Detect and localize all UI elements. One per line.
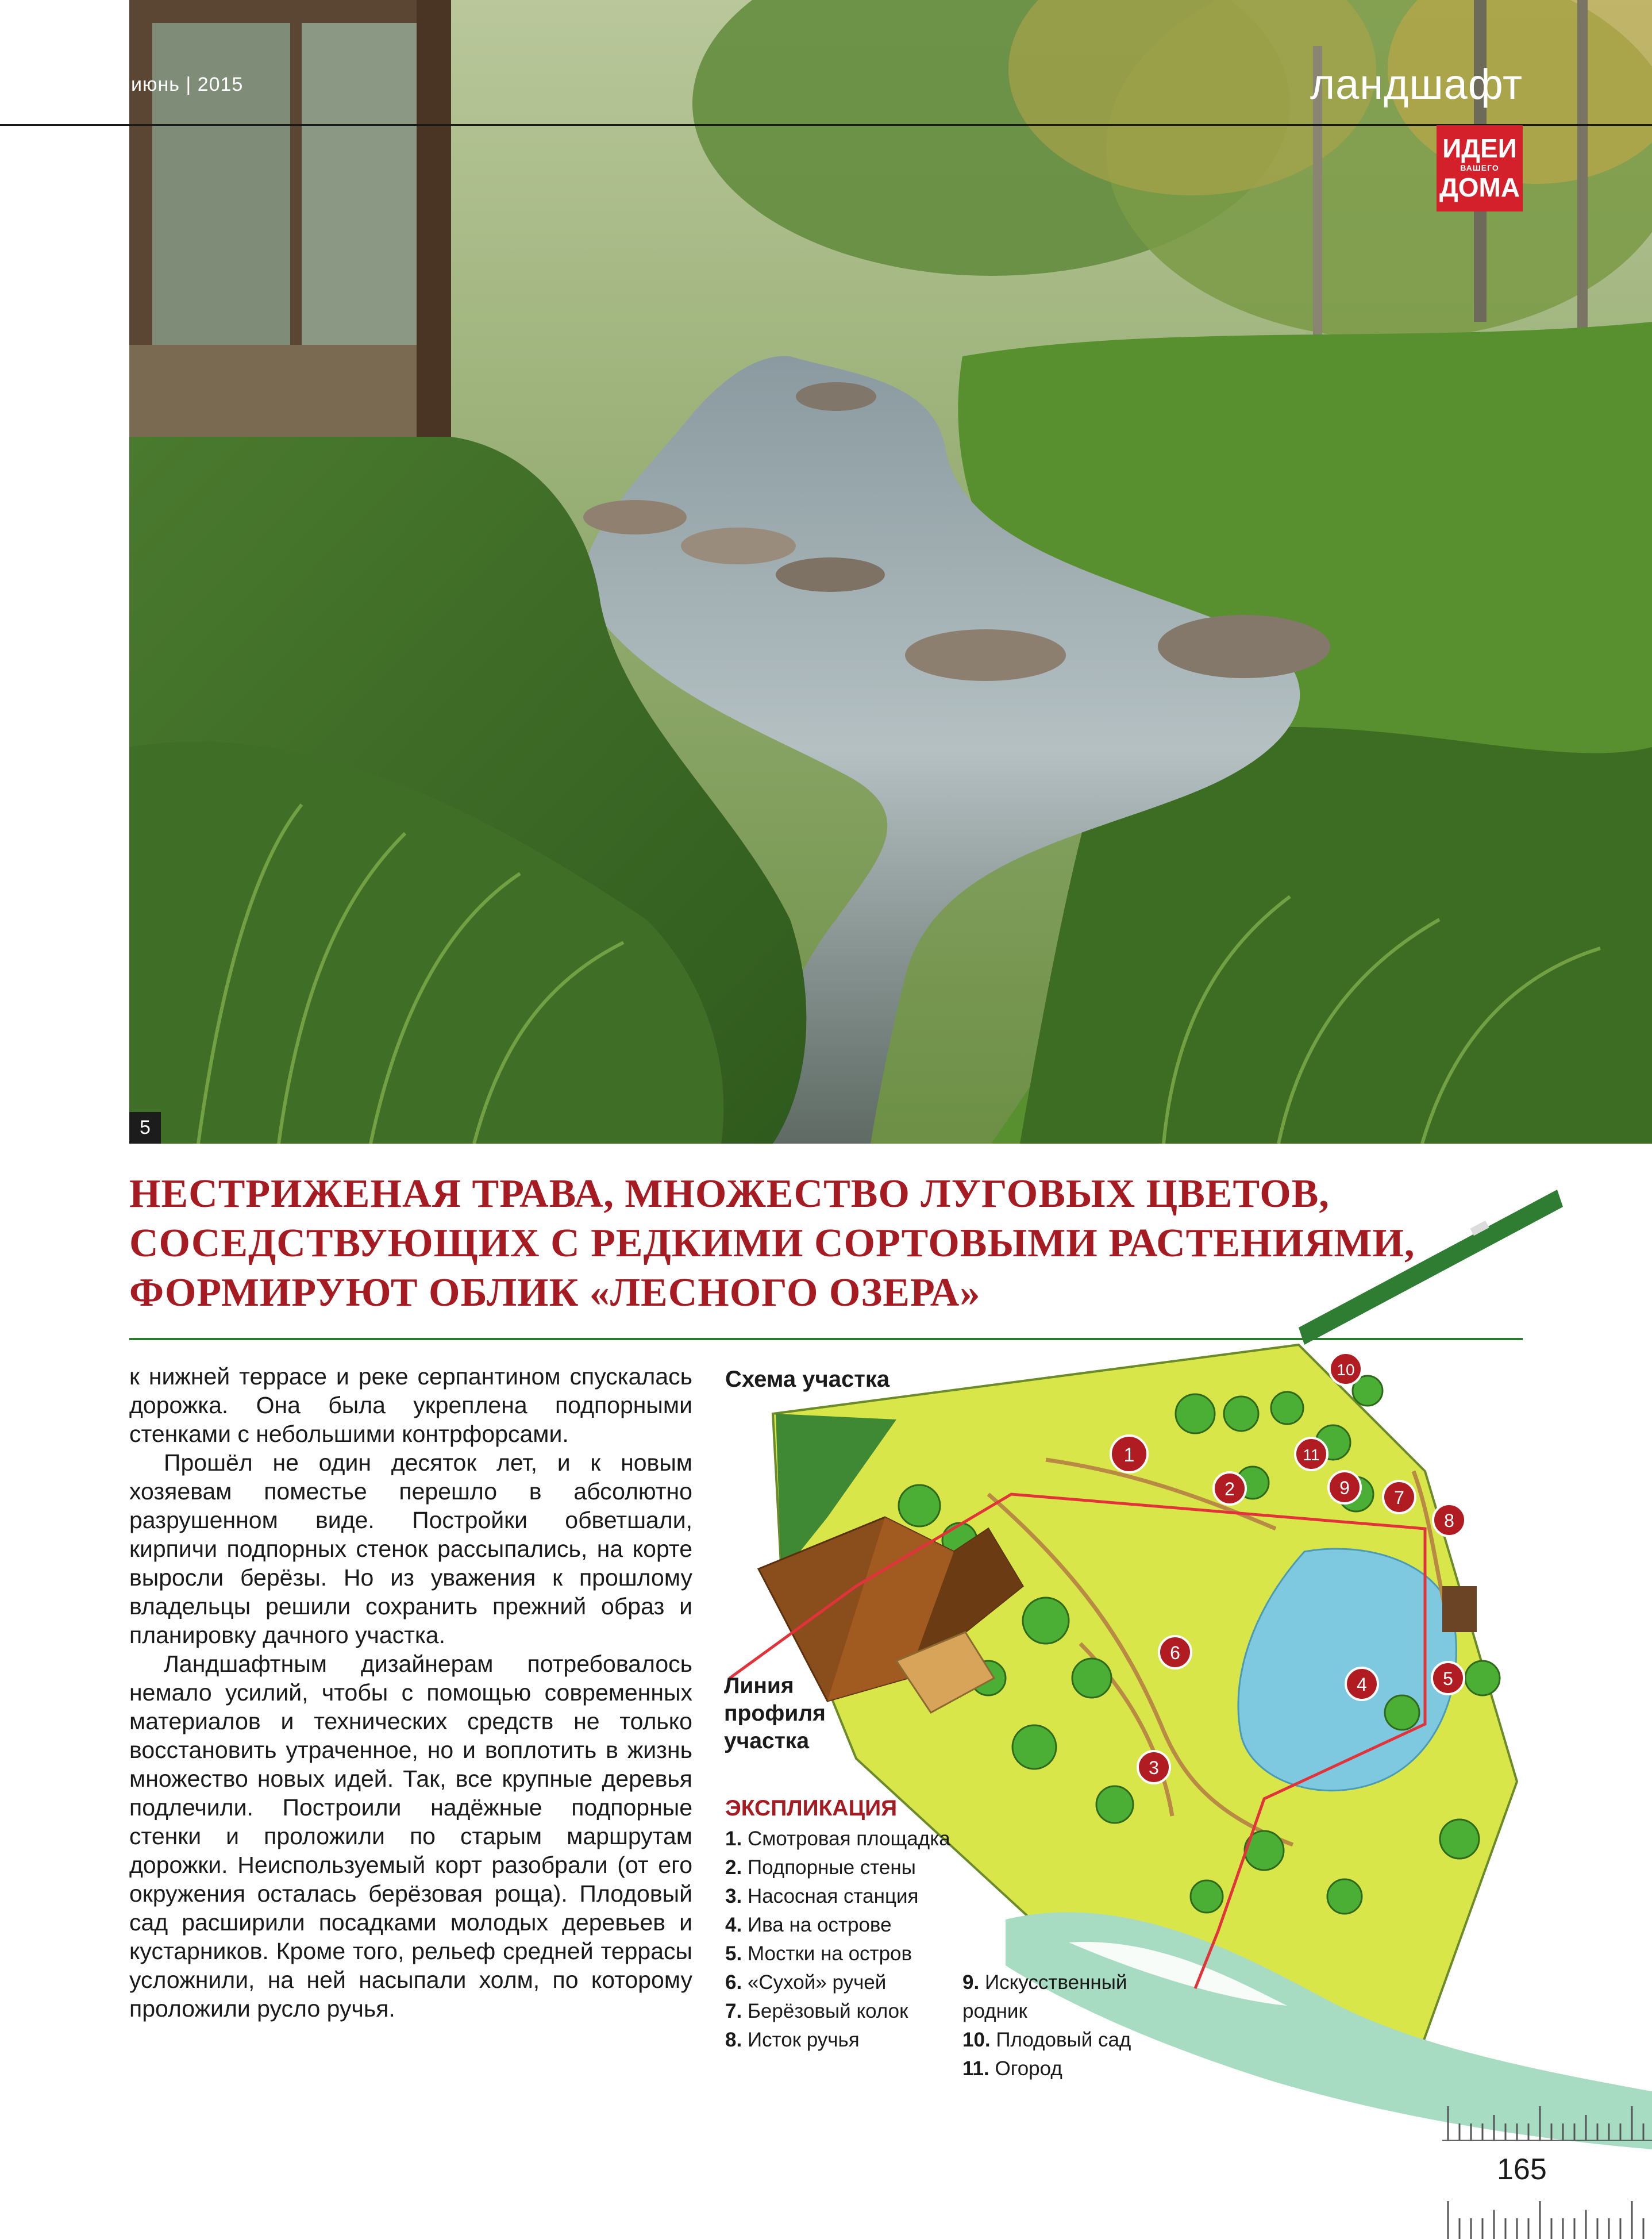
hero-photo [129,0,1652,1144]
legend-item: 3. Насосная станция [725,1885,919,1907]
legend-item: 10. Плодовый сад [962,2029,1131,2051]
legend-item: 9. Искусственный родник [962,1971,1127,2022]
svg-text:1: 1 [1123,1444,1135,1466]
marker-3 [1138,1751,1170,1783]
section-title: ландшафт [1310,60,1523,108]
legend-item: 8. Исток ручья [725,2029,860,2051]
legend-item: 11. Огород [962,2057,1062,2080]
explication-title: ЭКСПЛИКАЦИЯ [725,1796,898,1821]
svg-text:7: 7 [1394,1487,1404,1508]
magazine-logo [1437,125,1523,211]
page-ruler-bottom [1442,2195,1652,2239]
marker-11 [1295,1438,1327,1470]
marker-6 [1159,1636,1191,1668]
svg-text:5: 5 [1443,1668,1453,1689]
svg-text:4: 4 [1357,1674,1367,1695]
legend-item: 7. Берёзовый колок [725,2000,908,2022]
legend-item: 2. Подпорные стены [725,1856,916,1879]
gazebo [1442,1586,1477,1632]
logo-line-1: ИДЕИ [1442,133,1517,163]
marker-9 [1328,1471,1361,1503]
svg-text:8: 8 [1444,1510,1454,1531]
legend-item: 5. Мостки на остров [725,1942,912,1965]
profile-label-line: профиля [724,1701,826,1726]
explication-list [725,1825,955,2055]
article-body [129,1362,692,2023]
svg-text:11: 11 [1303,1446,1320,1464]
legend-item: 1. Смотровая площадка [725,1828,950,1850]
marker-5 [1432,1662,1464,1694]
issue-date: июнь | 2015 [131,74,244,95]
road [1299,1190,1563,1345]
marker-8 [1433,1504,1465,1536]
header-rule [0,124,1652,126]
profile-label-line: участка [724,1729,810,1753]
explication-list-2 [962,1968,1192,2083]
headline-line: НЕСТРИЖЕНАЯ ТРАВА, МНОЖЕСТВО ЛУГОВЫХ ЦВЕТОВ, [129,1172,1330,1216]
svg-text:9: 9 [1339,1478,1350,1498]
plan-title: Схема участка [725,1367,890,1392]
marker-10 [1330,1353,1362,1385]
page-number: 165 [1497,2153,1547,2186]
profile-line-label [724,1672,826,1755]
logo-line-2: ВАШЕГО [1460,163,1499,172]
svg-text:6: 6 [1170,1642,1180,1663]
marker-4 [1346,1668,1378,1700]
svg-text:10: 10 [1337,1361,1355,1379]
svg-text:3: 3 [1149,1757,1159,1778]
headline-line: СОСЕДСТВУЮЩИХ С РЕДКИМИ СОРТОВЫМИ РАСТЕНИЯМИ, [129,1221,1415,1265]
marker-1 [1111,1436,1147,1472]
profile-label-line: Линия [724,1674,794,1698]
legend-item: 6. «Сухой» ручей [725,1971,887,1994]
legend-item: 4. Ива на острове [725,1914,892,1936]
paragraph: Прошёл не один десяток лет, и к новым хозяевам поместье перешло в абсолютно разрушенном виде. Постройки обветшали, кирпичи подпорных стенок рассыпались, на корте выросли берёзы. Но из уважения к прошлому владельцы решили сохранить прежний образ и планировку дачного участка. [129,1449,692,1648]
svg-text:2: 2 [1224,1479,1235,1499]
paragraph: Ландшафтным дизайнерам потребовалось немало усилий, чтобы с помощью современных материалов и технических средств не только восстановить утраченное, но и воплотить в жизнь множество новых идей. Так, все крупные деревья подлечили. Построили надёжные подпорные стенки и проложили по старым маршрутам дорожки. Неиспользуемый корт разобрали (от его окружения осталась берёзовая роща). Плодовый сад расширили посадками молодых деревьев и кустарников. Кроме того, рельеф средней террасы усложнили, на ней насыпали холм, по которому проложили русло ручья. [129,1651,692,2022]
headline-line: ФОРМИРУЮТ ОБЛИК «ЛЕСНОГО ОЗЕРА» [129,1271,981,1315]
logo-line-3: ДОМА [1439,172,1520,202]
marker-2 [1214,1472,1246,1505]
garden-stream-illustration [129,0,1652,1144]
photo-number: 5 [129,1112,161,1144]
page-ruler-top [1442,2092,1652,2141]
marker-7 [1383,1481,1415,1513]
paragraph: к нижней террасе и реке серпантином спускалась дорожка. Она была укреплена подпорными стенками с небольшими контрфорсами. [129,1363,692,1447]
